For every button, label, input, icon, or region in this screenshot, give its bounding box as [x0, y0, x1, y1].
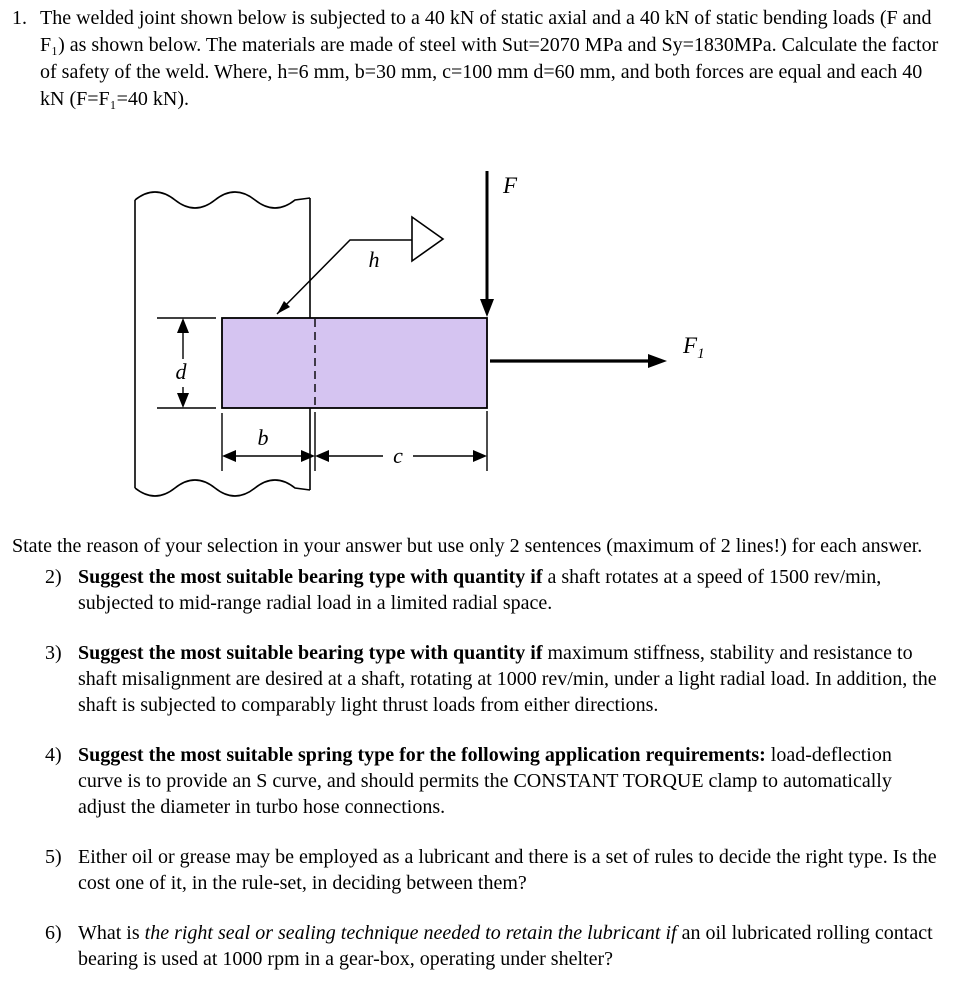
question-2	[45, 564, 941, 616]
question-3	[45, 640, 941, 718]
question-4-text: Suggest the most suitable spring type for the following application requirements: load-deflection curve is to provide an S curve, and should permits the CONSTANT TORQUE clamp to automatically adjust the diameter in turbo hose connections.	[78, 744, 892, 818]
force-f1-arrowhead	[648, 354, 667, 368]
dimension-d	[157, 318, 216, 408]
question-5-text: Either oil or grease may be employed as a lubricant and there is a set of rules to decide the right type. Is the cost one of it, in the rule-set, in deciding between them?	[78, 846, 937, 894]
label-force-f: F	[503, 173, 518, 198]
label-dim-b: b	[257, 425, 269, 450]
force-f-arrow	[480, 171, 494, 317]
welded-bar	[222, 318, 487, 408]
force-f-arrowhead	[480, 299, 494, 317]
weld-joint-diagram	[0, 153, 955, 521]
question-1	[12, 5, 941, 113]
question-4	[45, 742, 941, 820]
weld-symbol	[277, 217, 443, 314]
weld-joint-figure	[0, 153, 955, 521]
plate-wavy-top-edge	[135, 192, 310, 208]
question-6	[45, 920, 941, 972]
questions-list	[0, 564, 955, 972]
question-6-number: 6)	[45, 922, 62, 944]
label-dim-c: c	[393, 443, 403, 468]
question-3-number: 3)	[45, 642, 62, 664]
question-5-number: 5)	[45, 846, 62, 868]
question-5	[45, 844, 941, 896]
question-2-text: Suggest the most suitable bearing type with quantity if a shaft rotates at a speed of 1500 rev/min, subjected to mid-range radial load in a limited radial space.	[78, 566, 882, 614]
question-4-number: 4)	[45, 744, 62, 766]
label-dim-d: d	[175, 359, 187, 384]
label-weld-size-h: h	[368, 247, 380, 272]
label-force-f1: $F_1$	[683, 333, 705, 362]
question-3-text: Suggest the most suitable bearing type with quantity if maximum stiffness, stability and resistance to shaft misalignment are desired at a shaft, rotating at 1000 rev/min, under a light radial load. In addition, the shaft is subjected to comparably light thrust loads from either directions.	[78, 642, 937, 716]
instruction-text: State the reason of your selection in your answer but use only 2 sentences (maximum of 2 lines!) for each answer.	[12, 535, 923, 557]
force-f1-arrow	[490, 354, 667, 368]
question-6-text: What is the right seal or sealing technique needed to retain the lubricant if an oil lubricated rolling contact bearing is used at 1000 rpm in a gear-box, operating under shelter?	[78, 922, 933, 970]
question-2-number: 2)	[45, 566, 62, 588]
question-1-number: 1.	[12, 7, 27, 29]
question-1-text: The welded joint shown below is subjected to a 40 kN of static axial and a 40 kN of static bending loads (F and F₁) as shown below. The materials are made of steel with Sut=2070 MPa and Sy=1830MPa. Calculate the factor of safety of the weld. Where, h=6 mm, b=30 mm, c=100 mm d=60 mm, and both forces are equal and each 40 kN (F=F₁=40 kN).	[40, 7, 939, 110]
weld-triangle-symbol	[412, 217, 443, 261]
plate-wavy-bottom-edge	[135, 480, 310, 496]
weld-leader-line	[277, 240, 412, 314]
